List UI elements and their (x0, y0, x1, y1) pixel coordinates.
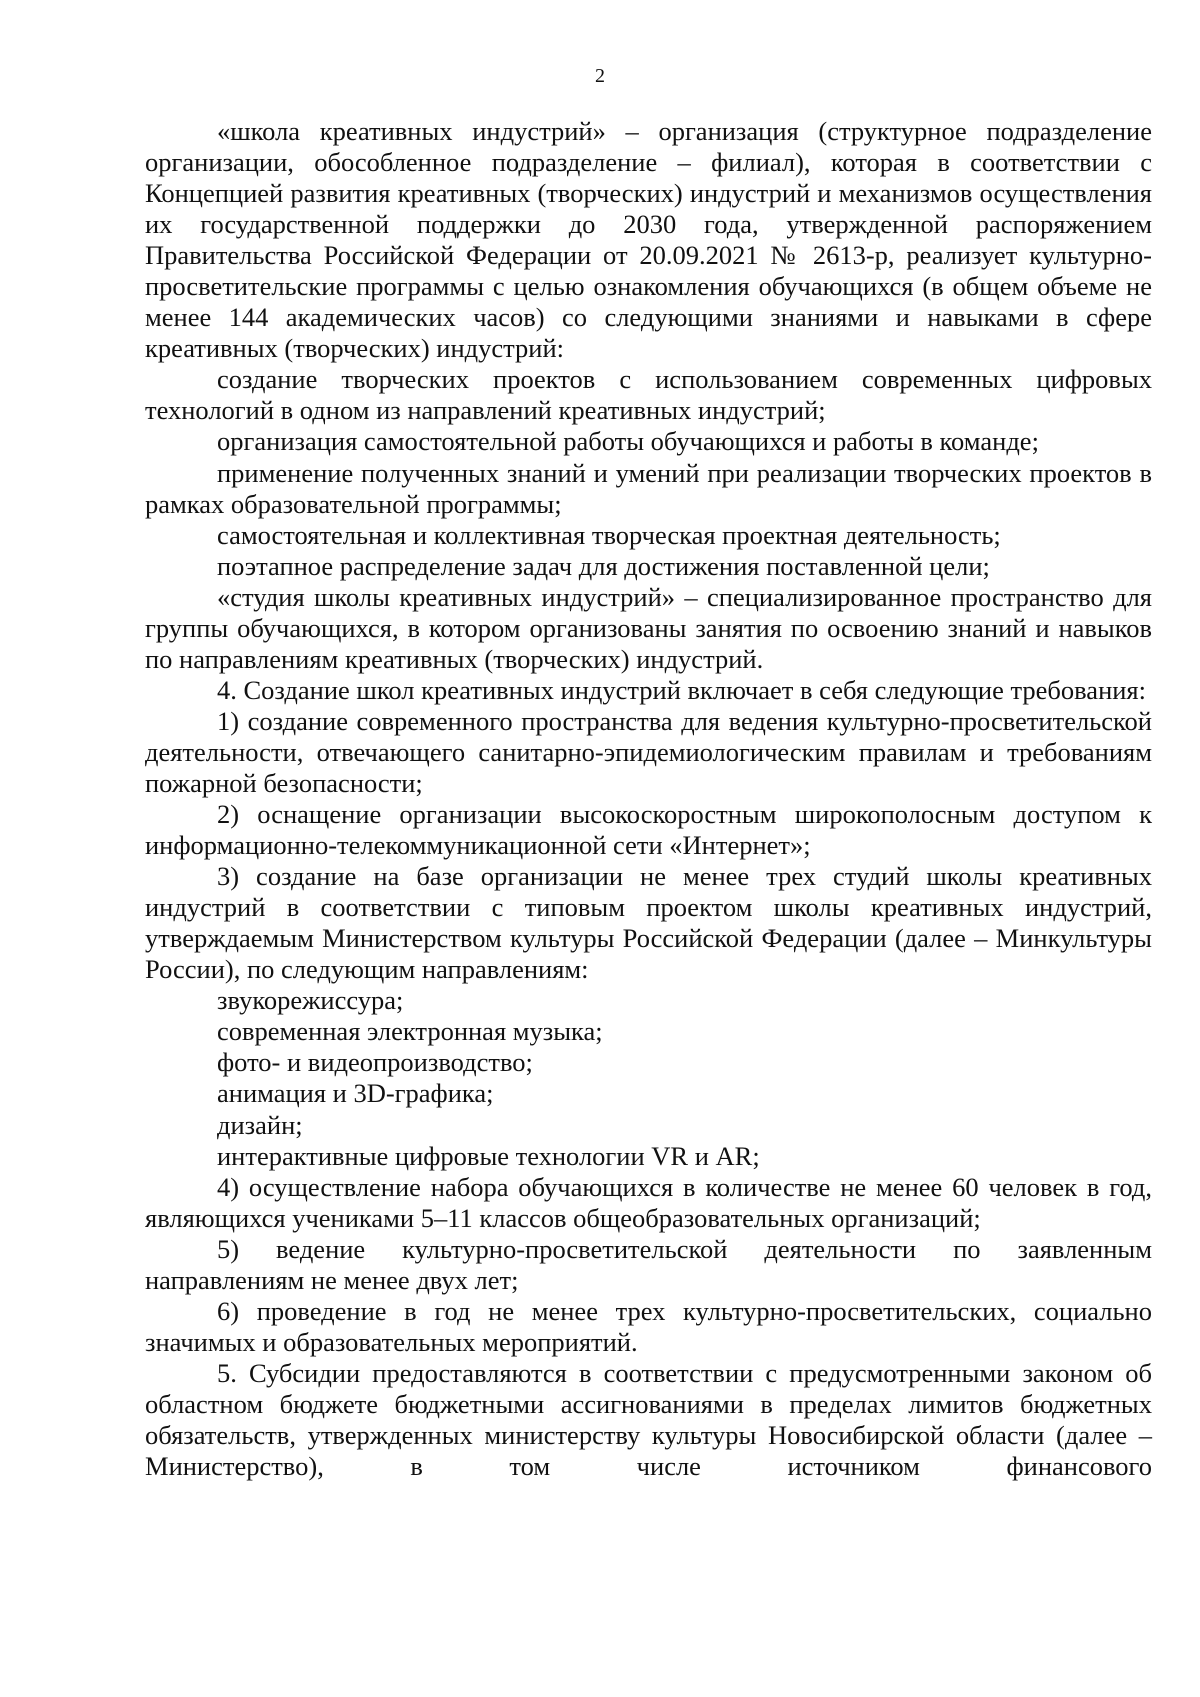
paragraph: «студия школы креативных индустрий» – специализированное пространство для группы обучающихся, в котором организованы занятия по освоению знаний и навыков по направлениям креативных (творческих) индустрий. (145, 581, 1152, 674)
paragraph: 5) ведение культурно-просветительской деятельности по заявленным направлениям не менее двух лет; (145, 1233, 1152, 1295)
paragraph: звукорежиссура; (217, 985, 404, 1016)
paragraph: 1) создание современного пространства для ведения культурно-просветительской деятельности, отвечающего санитарно-эпидемиологическим правилам и требованиям пожарной безопасности; (145, 705, 1152, 798)
document-body (145, 116, 1152, 1482)
paragraph: 6) проведение в год не менее трех культурно-просветительских, социально значимых и образовательных мероприятий. (145, 1295, 1152, 1357)
paragraph: 3) создание на базе организации не менее трех студий школы креативных индустрий в соответствии с типовым проектом школы креативных индустрий, утверждаемым Министерством культуры Российской Федерации (далее – Минкультуры России), по следующим направлениям: (145, 861, 1152, 985)
paragraph: 4. Создание школ креативных индустрий включает в себя следующие требования: (217, 674, 1146, 705)
paragraph: организация самостоятельной работы обучающихся и работы в команде; (217, 426, 1039, 457)
paragraph: дизайн; (217, 1109, 303, 1140)
page-number: 2 (595, 65, 605, 87)
paragraph: 4) осуществление набора обучающихся в количестве не менее 60 человек в год, являющихся учениками 5–11 классов общеобразовательных организаций; (145, 1171, 1152, 1233)
paragraph: 2) оснащение организации высокоскоростным широкополосным доступом к информационно-телекоммуникационной сети «Интернет»; (145, 799, 1152, 861)
paragraph: создание творческих проектов с использованием современных цифровых технологий в одном из направлений креативных индустрий; (145, 364, 1152, 426)
paragraph: «школа креативных индустрий» – организация (структурное подразделение организации, обособленное подразделение – филиал), которая в соответствии с Концепцией развития креативных (творческих) индустрий и механизмов осуществления их государственной поддержки до 2030 года, утвержденной распоряжением Правительства Российской Федерации от 20.09.2021 № 2613-р, реализует культурно-просветительские программы с целью ознакомления обучающихся (в общем объеме не менее 144 академических часов) со следующими знаниями и навыками в сфере креативных (творческих) индустрий: (145, 116, 1152, 364)
paragraph: 5. Субсидии предоставляются в соответствии с предусмотренными законом об областном бюджете бюджетными ассигнованиями в пределах лимитов бюджетных обязательств, утвержденных министерству культуры Новосибирской области (далее – Министерство), в том числе источником финансового (145, 1357, 1152, 1482)
paragraph: анимация и 3D-графика; (217, 1078, 494, 1109)
paragraph: современная электронная музыка; (217, 1016, 603, 1047)
paragraph: самостоятельная и коллективная творческая проектная деятельность; (217, 519, 1001, 550)
paragraph: интерактивные цифровые технологии VR и AR; (217, 1140, 760, 1171)
paragraph: фото- и видеопроизводство; (217, 1047, 533, 1078)
paragraph: поэтапное распределение задач для достижения поставленной цели; (217, 550, 990, 581)
paragraph: применение полученных знаний и умений при реализации творческих проектов в рамках образовательной программы; (145, 457, 1152, 519)
